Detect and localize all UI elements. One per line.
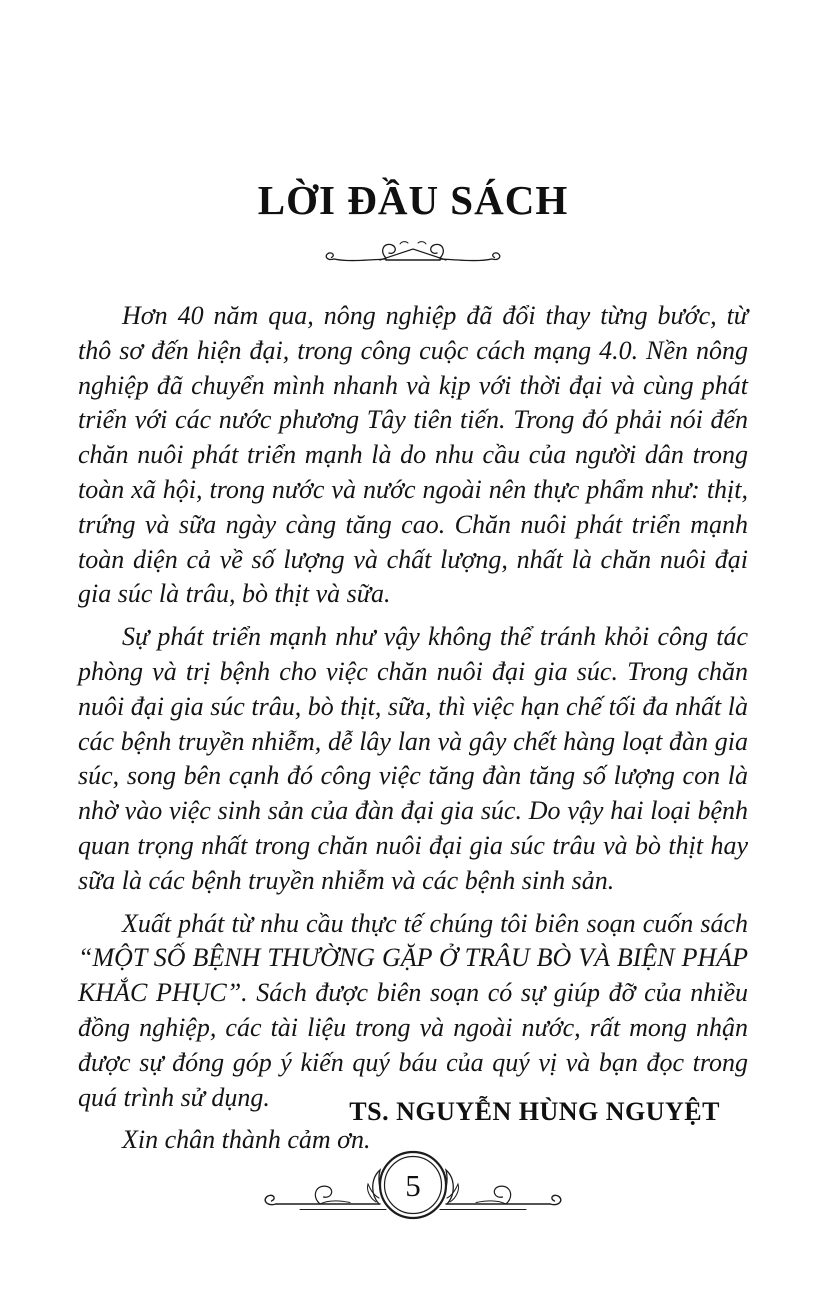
- paragraph-1: Hơn 40 năm qua, nông nghiệp đã đổi thay từng bước, từ thô sơ đến hiện đại, trong công cuộc cách mạng 4.0. Nền nông nghiệp đã chuyển mình nhanh và kịp với thời đại và cùng phát triển với các nước phương Tây tiên tiến. Trong đó phải nói đến chăn nuôi phát triển mạnh là do nhu cầu của người dân trong toàn xã hội, trong nước và nước ngoài nên thực phẩm như: thịt, trứng và sữa ngày càng tăng cao. Chăn nuôi phát triển mạnh toàn diện cả về số lượng và chất lượng, nhất là chăn nuôi đại gia súc là trâu, bò thịt và sữa.: [78, 301, 748, 609]
- flourish-icon: [322, 238, 504, 268]
- page-number-ornament: [258, 1140, 568, 1240]
- paragraph-2: Sự phát triển mạnh như vậy không thể tránh khỏi công tác phòng và trị bệnh cho việc chăn nuôi đại gia súc. Trong chăn nuôi đại gia súc trâu, bò thịt, sữa, thì việc hạn chế tối đa nhất là các bệnh truyền nhiễm, dễ lây lan và gây chết hàng loạt đàn gia súc, song bên cạnh đó công việc tăng đàn tăng số lượng con là nhờ vào việc sinh sản của đàn đại gia súc. Do vậy hai loại bệnh quan trọng nhất trong chăn nuôi đại gia súc trâu và bò thịt hay sữa là các bệnh truyền nhiễm và các bệnh sinh sản.: [78, 622, 748, 895]
- footer-flourish-icon: [258, 1140, 568, 1240]
- preface-body: [78, 299, 748, 1166]
- paragraph-closing: Xin chân thành cảm ơn.: [122, 1125, 371, 1155]
- page-number: 5: [405, 1168, 421, 1203]
- page-title: LỜI ĐẦU SÁCH: [257, 177, 569, 223]
- author-signature: TS. NGUYỄN HÙNG NGUYỆT: [349, 1097, 720, 1126]
- paragraph-3: Xuất phát từ nhu cầu thực tế chúng tôi biên soạn cuốn sách “MỘT SỐ BỆNH THƯỜNG GẶP Ở TRÂU BÒ VÀ BIỆN PHÁP KHẮC PHỤC”. Sách được biên soạn có sự giúp đỡ của nhiều đồng nghiệp, các tài liệu trong và ngoài nước, rất mong nhận được sự đóng góp ý kiến quý báu của quý vị và bạn đọc trong quá trình sử dụng.: [78, 908, 748, 1112]
- title-divider-flourish: [322, 238, 504, 273]
